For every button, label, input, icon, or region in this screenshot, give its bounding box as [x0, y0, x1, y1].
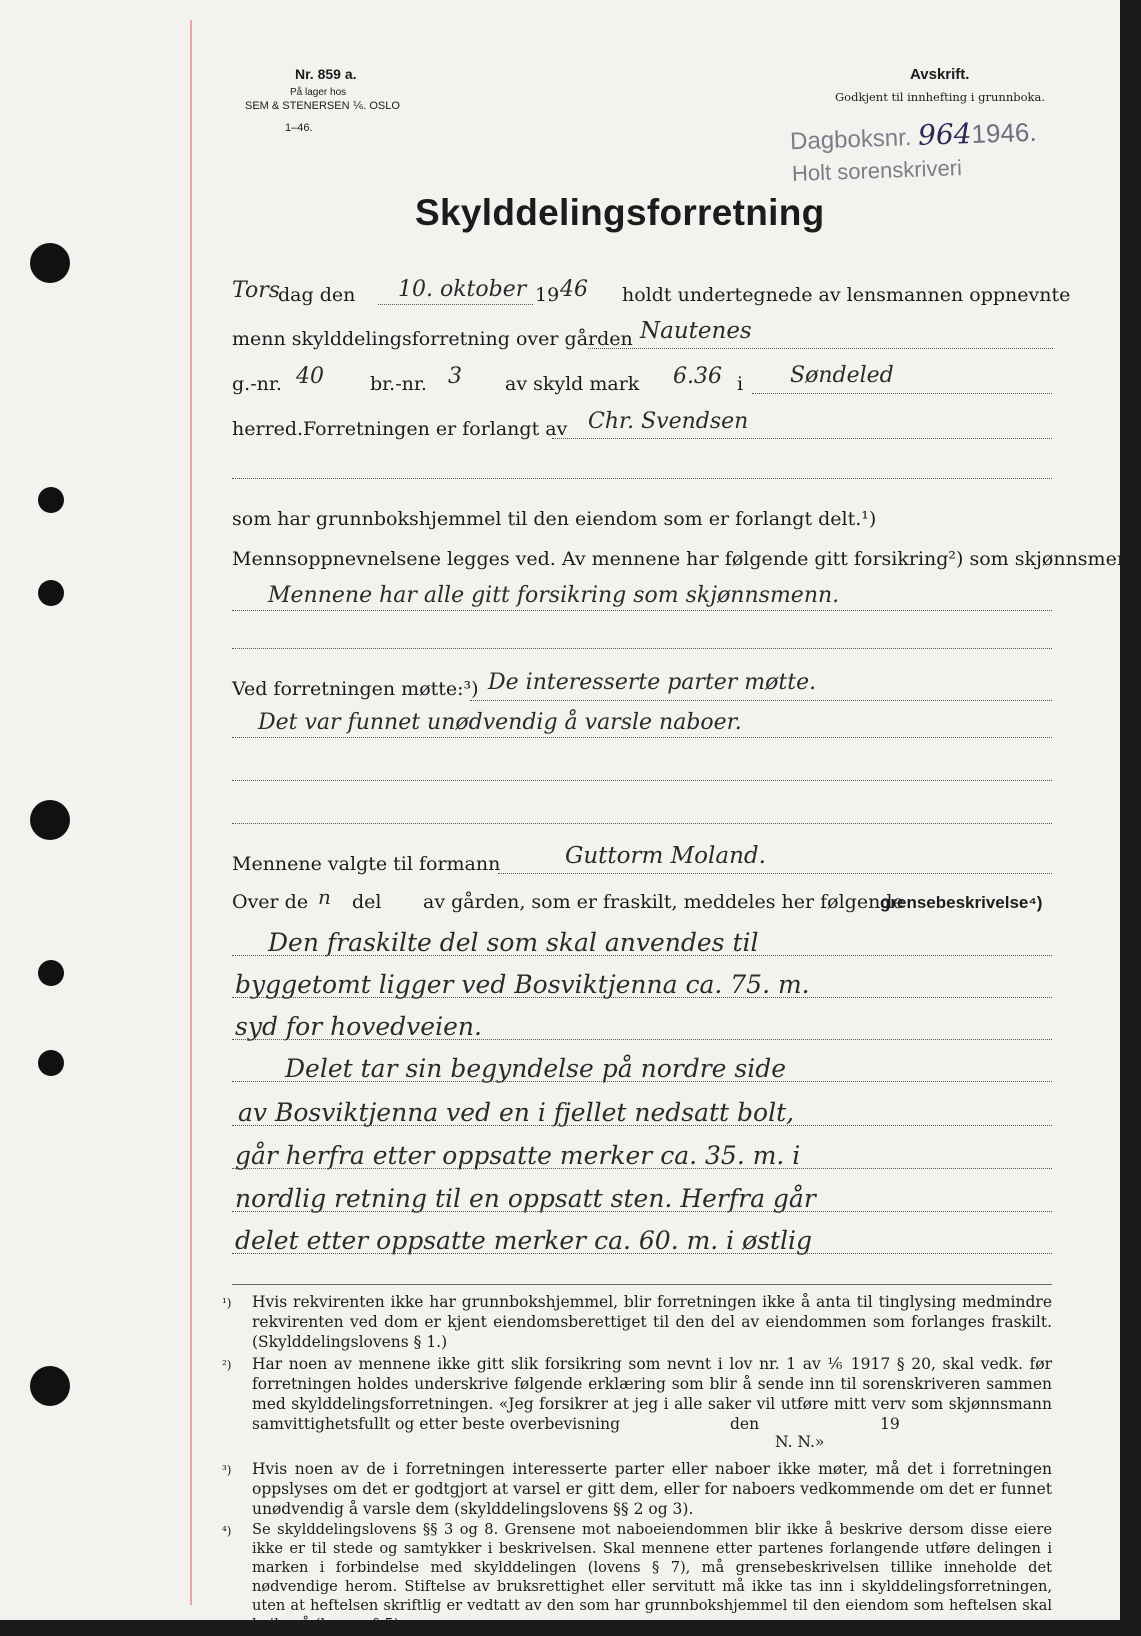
mote-label: Ved forretningen møtte:³) — [232, 678, 479, 700]
punch-hole — [30, 243, 70, 283]
forsikring-field: Mennene har alle gitt forsikring som skjønnsmenn. — [268, 583, 840, 608]
ruled-line — [232, 1168, 1052, 1169]
supplier-line: På lager hos — [290, 87, 347, 98]
over-field: n — [318, 885, 331, 909]
blank-line — [232, 478, 1052, 479]
footnote-divider — [232, 1284, 1052, 1285]
stamp-number: 964 — [917, 116, 973, 152]
date-line — [378, 304, 533, 305]
day-field: Tors — [232, 278, 281, 303]
herred-label: herred. — [232, 418, 304, 440]
footnote-year: 19 — [880, 1415, 900, 1433]
hjemmel-text: som har grunnbokshjemmel til den eiendom som er forlangt delt.¹) — [232, 508, 877, 530]
approval-text: Godkjent til innhefting i grunnboka. — [835, 90, 1045, 104]
page-title: Skylddelingsforretning — [415, 192, 825, 233]
footnote-text: Hvis noen av de i forretningen interesserte parter eller naboer ikke møter, må det i forretningen oppslyses om det er godtgjort at varsel er gitt dem, eller for naboers vedkommende om det er funnet unødvendig å varsle dem (skylddelingslovens §§ 2 og 3). — [252, 1460, 1052, 1518]
gaard-label: av gården, som er fraskilt, meddeles her følgende — [423, 891, 904, 913]
farm-field: Nautenes — [640, 318, 752, 344]
description-line: av Bosviktjenna ved en i fjellet nedsatt bolt, — [238, 1098, 795, 1127]
stamp-prefix: Dagboksnr. — [789, 124, 912, 156]
date-field: 10. oktober — [398, 277, 527, 302]
ruled-line — [232, 1039, 1052, 1040]
punch-hole — [38, 1050, 64, 1076]
margin-rule — [190, 20, 192, 1605]
footnote-signature: N. N.» — [775, 1433, 825, 1451]
gnr-label: g.-nr. — [232, 373, 282, 395]
punch-hole — [30, 800, 70, 840]
journal-stamp — [790, 118, 1037, 155]
mote-field: De interesserte parter møtte. — [488, 670, 817, 695]
municipality-line — [752, 393, 1052, 394]
form-number: Nr. 859 a. — [295, 66, 357, 82]
over-label: Over de — [232, 891, 309, 913]
farm-label: menn skylddelingsforretning over gården — [232, 328, 633, 350]
ruled-line — [232, 997, 1052, 998]
punch-hole — [38, 580, 64, 606]
description-line: byggetomt ligger ved Bosviktjenna ca. 75. m. — [235, 970, 810, 999]
description-line: går herfra etter oppsatte merker ca. 35. m. i — [235, 1141, 801, 1170]
mote-line — [232, 737, 1052, 738]
footnote-text: Se skylddelingslovens §§ 3 og 8. Grensene mot naboeiendommen blir ikke å beskrive dersom disse eiere ikke er til stede og samtykker i beskrivelsen. Skal mennene etter partenes forlangende utføre delingen i marken i forbindelse med skylddelingen (lovens § 7), må grensebeskrivelsen tillike inneholde det nødvendige herom. Stiftelse av bruksrettighet eller servitutt må ikke tas inn i skylddelingsforretningen, uten at heftelsen skriftlig er vedtatt av den som har grunnbokshjemmel til den eiendom som heftelsen skal hvile på (lovens § 5) — [252, 1521, 1052, 1633]
sentence-end: holdt undertegnede av lensmannen oppnevnte — [622, 284, 1071, 306]
forsikring-line — [232, 610, 1052, 611]
municipality-field: Søndeled — [790, 363, 894, 388]
supplier-line: SEM & STENERSEN ⅙. OSLO — [245, 100, 400, 112]
ruled-line — [232, 1125, 1052, 1126]
del-label: del — [352, 891, 382, 913]
year-prefix: 19 — [535, 284, 560, 306]
requested-field: Chr. Svendsen — [588, 409, 749, 434]
mote-line — [470, 700, 1052, 701]
footnote-number: ⁴) — [222, 1524, 232, 1538]
i-label: i — [737, 373, 744, 395]
blank-line — [232, 780, 1052, 781]
skyld-field: 6.36 — [673, 364, 722, 389]
ruled-line — [232, 1253, 1052, 1254]
copy-label: Avskrift. — [910, 66, 970, 83]
footnote-text: Har noen av mennene ikke gitt slik forsikring som nevnt i lov nr. 1 av ⅙ 1917 § 20, skal vedk. før forretningen holdes underskrive følgende erklæring som blir å sende inn til sorenskriveren sammen med skylddelingsforretningen. «Jeg forsikrer at jeg i alle saker vil utføre mitt verv som skjønnsmann samvittighetsfullt og etter beste overbevisning — [252, 1355, 1052, 1433]
brnr-field: 3 — [448, 364, 462, 389]
punch-hole — [30, 1366, 70, 1406]
stamp-office: Holt sorenskriveri — [791, 155, 963, 186]
mote-field: Det var funnet unødvendig å varsle naboer. — [258, 710, 742, 735]
day-label: dag den — [278, 284, 356, 306]
grense-label: grensebeskrivelse⁴) — [880, 893, 1043, 912]
description-line: nordlig retning til en oppsatt sten. Herfra går — [235, 1184, 816, 1213]
farm-line — [588, 348, 1053, 349]
blank-line — [232, 823, 1052, 824]
formann-line — [498, 873, 1052, 874]
ruled-line — [232, 955, 1052, 956]
blank-line — [232, 648, 1052, 649]
punch-hole — [38, 487, 64, 513]
description-line: Den fraskilte del som skal anvendes til — [268, 928, 759, 957]
year-field: 46 — [560, 277, 588, 302]
requested-label: Forretningen er forlangt av — [303, 418, 568, 440]
footnote-number: ²) — [222, 1358, 232, 1372]
stamp-year: 1946. — [970, 116, 1038, 149]
formann-field: Guttorm Moland. — [565, 843, 766, 869]
ruled-line — [232, 1211, 1052, 1212]
footnote-text: Hvis rekvirenten ikke har grunnbokshjemmel, blir forretningen ikke å anta til tinglysing medmindre rekvirenten ved dom er kjent eiendomsberettiget til den del av eiendommen som forlanges fraskilt. (Skylddelingslovens § 1.) — [252, 1293, 1052, 1351]
footnote-number: ³) — [222, 1463, 232, 1477]
requested-line — [552, 438, 1052, 439]
supplier-line: 1–46. — [285, 122, 313, 134]
formann-label: Mennene valgte til formann — [232, 853, 501, 875]
footnote-date: den — [730, 1415, 760, 1433]
description-line: syd for hovedveien. — [235, 1012, 482, 1041]
ruled-line — [232, 1081, 1052, 1082]
oppnevnelse-text: Mennsoppnevnelsene legges ved. Av mennene har følgende gitt forsikring²) som skjønnsmenn — [232, 548, 1141, 570]
skyld-label: av skyld mark — [505, 373, 640, 395]
brnr-label: br.-nr. — [370, 373, 427, 395]
description-line: delet etter oppsatte merker ca. 60. m. i østlig — [235, 1226, 813, 1255]
description-line: Delet tar sin begyndelse på nordre side — [285, 1054, 787, 1083]
punch-hole — [38, 960, 64, 986]
gnr-field: 40 — [296, 364, 324, 389]
footnote-number: ¹) — [222, 1296, 232, 1310]
